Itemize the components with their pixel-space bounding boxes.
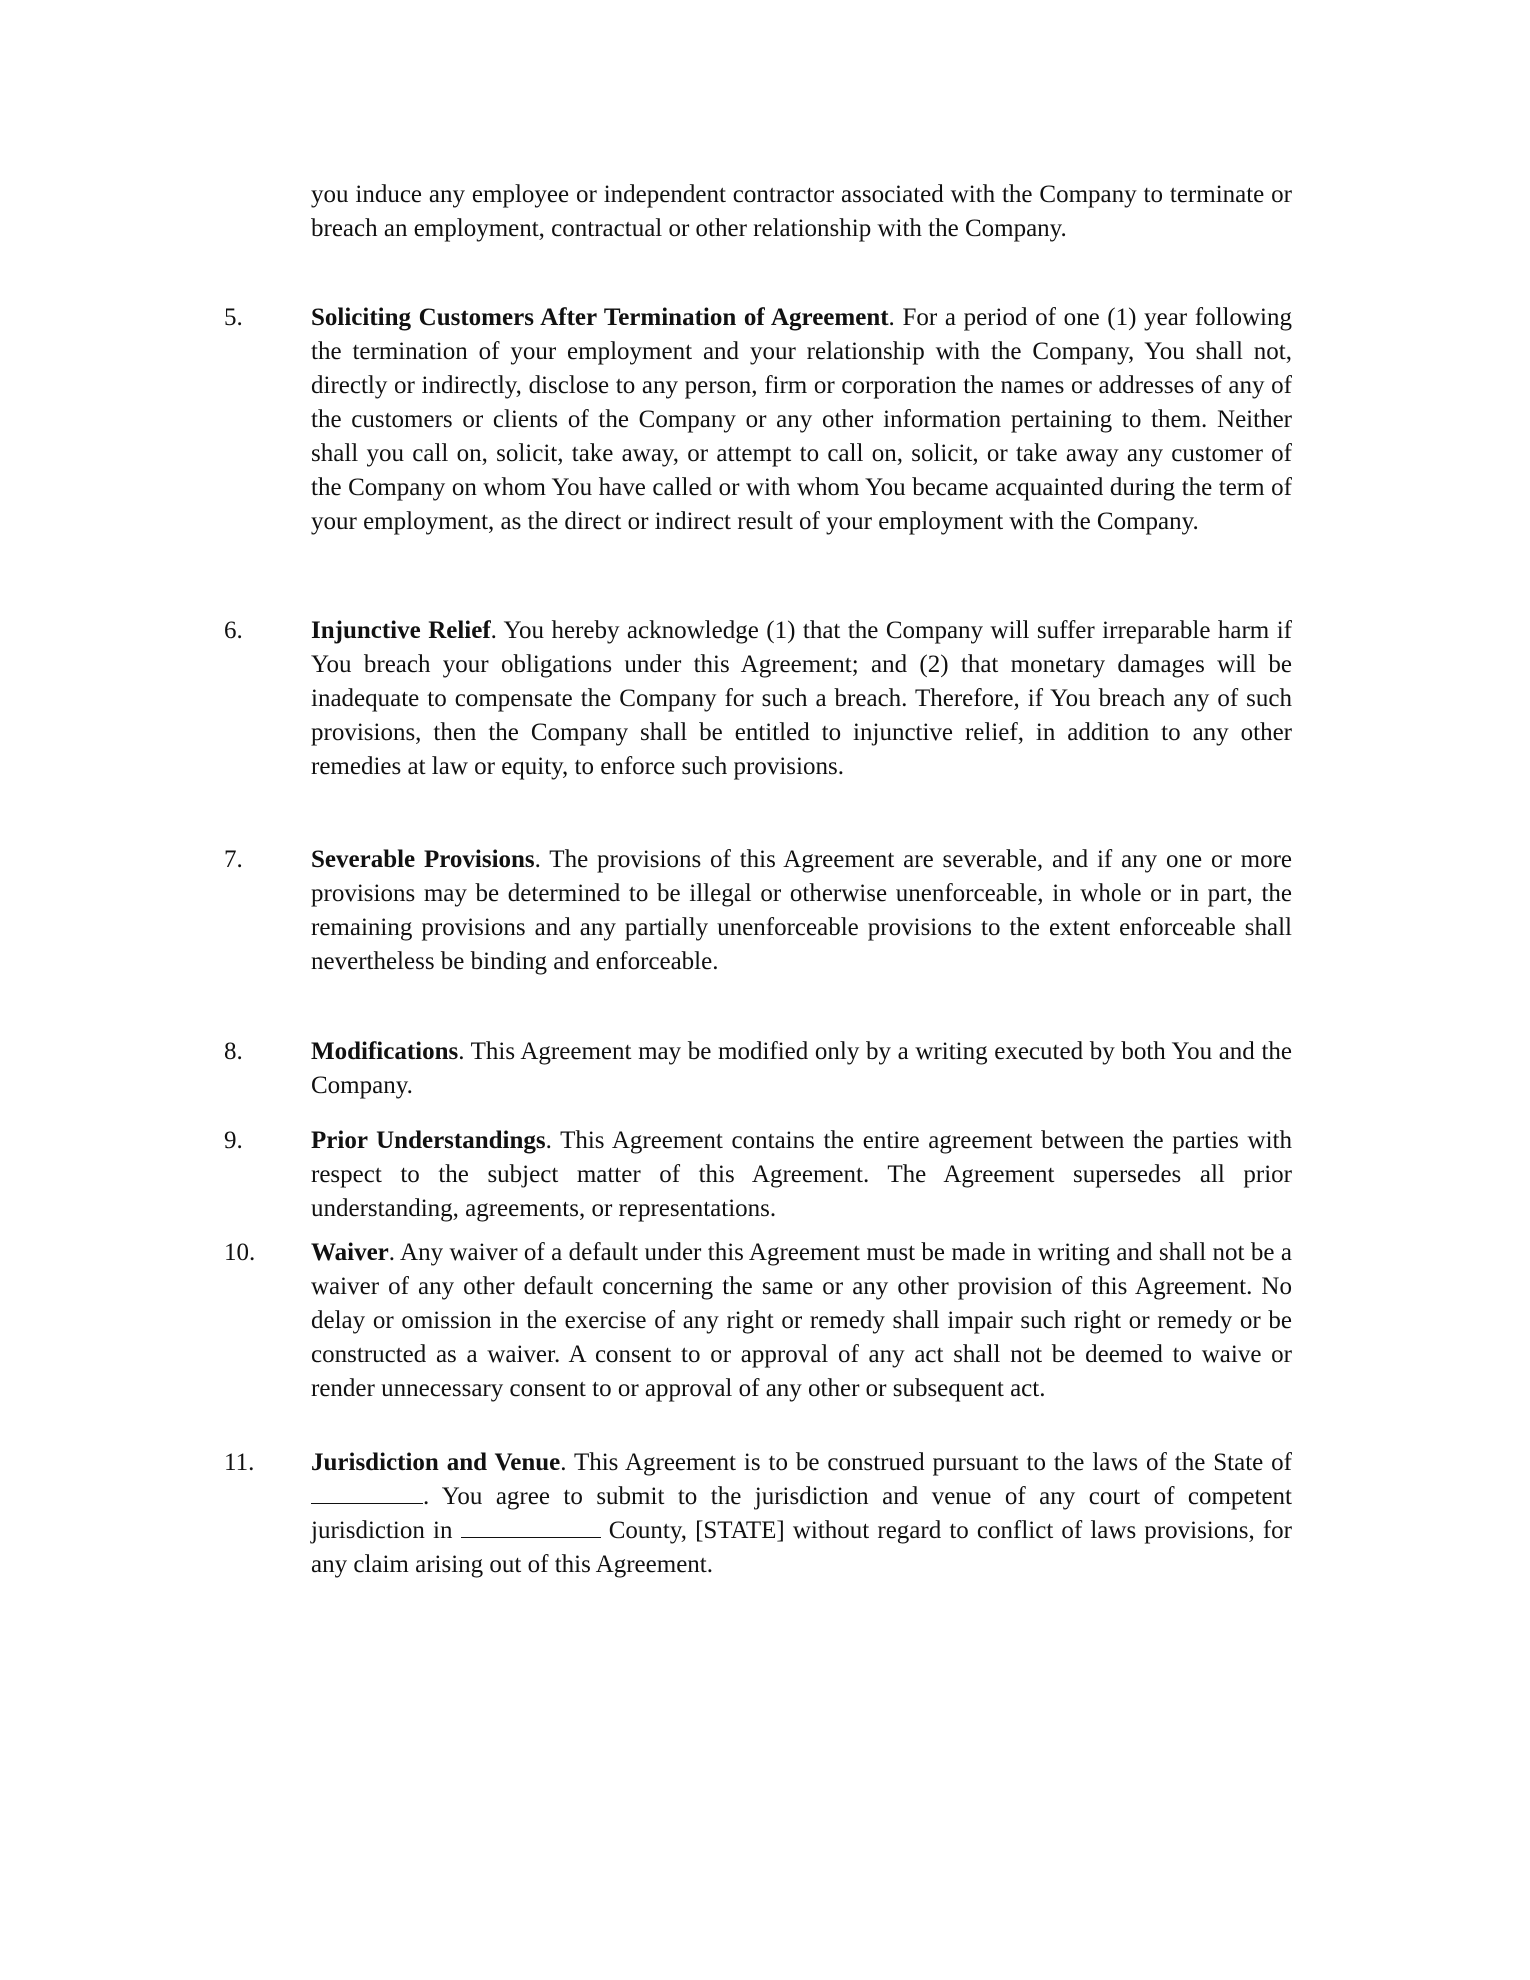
- section-body: [311, 1124, 1292, 1226]
- county-blank-line: [461, 1515, 601, 1538]
- section-text-part1: . This Agreement is to be construed pursuant to the laws of the State of: [560, 1449, 1292, 1476]
- section-body: [311, 301, 1292, 539]
- continuation-paragraph: you induce any employee or independent contractor associated with the Company to terminate or breach an employment, contractual or other relationship with the Company.: [311, 181, 1292, 242]
- section-5-soliciting-customers: [224, 301, 1292, 539]
- section-heading: Waiver: [311, 1239, 389, 1266]
- section-text: . You hereby acknowledge (1) that the Company will suffer irreparable harm if You breach your obligations under this Agreement; and (2) that monetary damages will be inadequate to compensate the Company for such a breach. Therefore, if You breach any of such provisions, then the Company shall be entitled to injunctive relief, in addition to any other remedies at law or equity, to enforce such provisions.: [311, 617, 1292, 780]
- section-text: . This Agreement contains the entire agreement between the parties with respect to the subject matter of this Agreement. The Agreement supersedes all prior understanding, agreements, or representations.: [311, 1127, 1292, 1222]
- section-8-modifications: [224, 1035, 1292, 1103]
- section-number: 5.: [224, 304, 243, 331]
- section-body: [311, 1446, 1292, 1582]
- section-10-waiver: [224, 1236, 1292, 1406]
- section-11-jurisdiction-venue: [224, 1446, 1292, 1582]
- section-number: 6.: [224, 617, 243, 644]
- section-9-prior-understandings: [224, 1124, 1292, 1226]
- section-number: 7.: [224, 846, 243, 873]
- section-number: 11.: [224, 1449, 255, 1476]
- section-body: [311, 1035, 1292, 1103]
- section-text: . For a period of one (1) year following the termination of your employment and your relationship with the Company, You shall not, directly or indirectly, disclose to any person, firm or corporation the names or addresses of any of the customers or clients of the Company or any other information pertaining to them. Neither shall you call on, solicit, take away, or attempt to call on, solicit, or take away any customer of the Company on whom You have called or with whom You became acquainted during the term of your employment, as the direct or indirect result of your employment with the Company.: [311, 304, 1292, 535]
- section-body: [311, 614, 1292, 784]
- section-heading: Jurisdiction and Venue: [311, 1449, 561, 1476]
- section-text-part2: . You agree to submit to the jurisdiction and venue of any court of competent jurisdiction in: [311, 1483, 1292, 1544]
- section-number: 8.: [224, 1038, 243, 1065]
- section-body: [311, 843, 1292, 979]
- section-heading: Prior Understandings: [311, 1127, 546, 1154]
- section-number: 10.: [224, 1239, 256, 1266]
- section-text: . Any waiver of a default under this Agreement must be made in writing and shall not be a waiver of any other default concerning the same or any other provision of this Agreement. No delay or omission in the exercise of any right or remedy shall impair such right or remedy or be constructed as a waiver. A consent to or approval of any act shall not be deemed to waive or render unnecessary consent to or approval of any other or subsequent act.: [311, 1239, 1292, 1402]
- section-6-injunctive-relief: [224, 614, 1292, 784]
- section-heading: Injunctive Relief: [311, 617, 491, 644]
- section-number: 9.: [224, 1127, 243, 1154]
- section-heading: Severable Provisions: [311, 846, 535, 873]
- section-heading: Modifications: [311, 1038, 459, 1065]
- section-text-part3: County, [STATE] without regard to conflict of laws provisions, for any claim arising out of this Agreement.: [311, 1517, 1292, 1578]
- section-body: [311, 1236, 1292, 1406]
- section-text: . The provisions of this Agreement are severable, and if any one or more provisions may be determined to be illegal or otherwise unenforceable, in whole or in part, the remaining provisions and any partially unenforceable provisions to the extent enforceable shall nevertheless be binding and enforceable.: [311, 846, 1292, 975]
- section-text: . This Agreement may be modified only by a writing executed by both You and the Company.: [311, 1038, 1292, 1099]
- section-heading: Soliciting Customers After Termination of Agreement: [311, 304, 889, 331]
- section-7-severable-provisions: [224, 843, 1292, 979]
- state-blank-line: [311, 1481, 423, 1504]
